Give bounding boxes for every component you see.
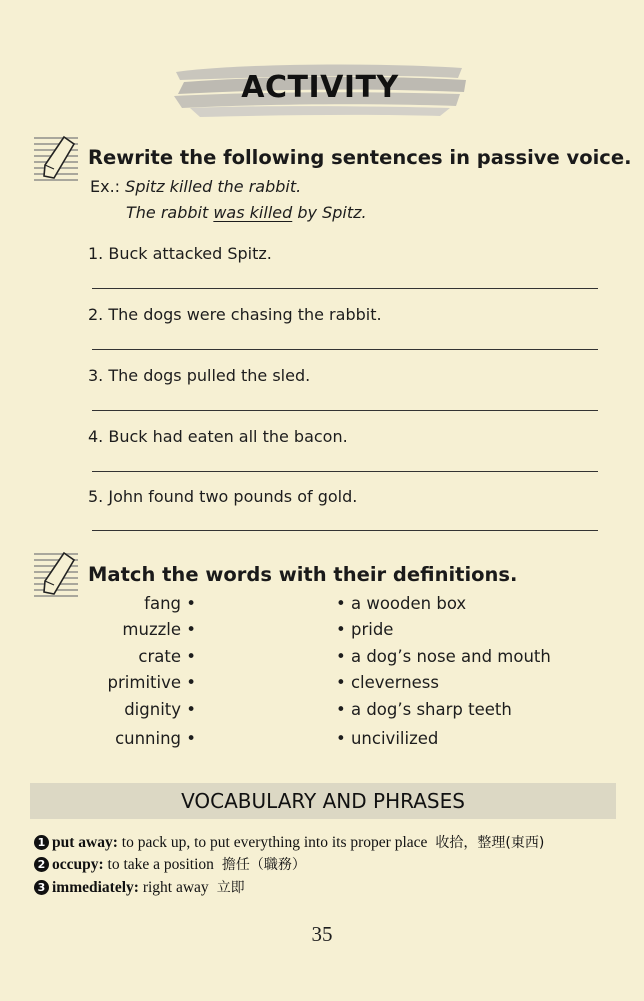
answer-line-3[interactable]: [92, 410, 598, 411]
vocab-chinese: 擔任（職務）: [221, 857, 306, 873]
example-label: Ex.:: [90, 177, 121, 196]
vocab-term: immediately:: [52, 879, 139, 896]
example-passive-verb: was killed: [213, 203, 293, 222]
vocab-term: put away:: [52, 834, 118, 851]
question-1: 1. Buck attacked Spitz.: [88, 244, 272, 263]
match-word[interactable]: dignity •: [124, 700, 196, 719]
answer-line-2[interactable]: [92, 349, 598, 350]
example-active-sentence: Spitz killed the rabbit.: [125, 177, 302, 196]
vocab-title: VOCABULARY AND PHRASES: [181, 789, 465, 813]
answer-line-4[interactable]: [92, 471, 598, 472]
match-word[interactable]: muzzle •: [122, 620, 196, 639]
pencil-icon: [34, 134, 78, 182]
vocab-item: [34, 854, 306, 874]
question-5: 5. John found two pounds of gold.: [88, 487, 358, 506]
answer-line-1[interactable]: [92, 288, 598, 289]
pencil-icon: [34, 550, 78, 598]
question-2: 2. The dogs were chasing the rabbit.: [88, 305, 382, 324]
example-passive-start: The rabbit: [126, 203, 214, 222]
question-3: 3. The dogs pulled the sled.: [88, 366, 311, 385]
vocab-header-bar: [30, 783, 616, 819]
vocab-definition: to pack up, to put everything into its proper place: [117, 834, 428, 851]
match-definition[interactable]: • a wooden box: [336, 594, 467, 613]
number-badge: 1: [34, 835, 49, 850]
example-passive: [126, 203, 367, 222]
vocab-item: [34, 877, 245, 897]
vocab-chinese: 收拾，整理(東西): [435, 835, 545, 851]
match-definition[interactable]: • cleverness: [336, 673, 439, 692]
match-definition[interactable]: • a dog’s nose and mouth: [336, 647, 551, 666]
vocab-definition: to take a position: [103, 856, 214, 873]
match-definition[interactable]: • a dog’s sharp teeth: [336, 700, 512, 719]
vocab-item: [34, 832, 544, 852]
vocab-definition: right away: [138, 879, 209, 896]
vocab-chinese: 立即: [216, 880, 245, 896]
match-word[interactable]: fang •: [144, 594, 196, 613]
match-word[interactable]: cunning •: [115, 729, 196, 748]
match-word[interactable]: primitive •: [107, 673, 196, 692]
example-active: [90, 177, 301, 196]
question-4: 4. Buck had eaten all the bacon.: [88, 427, 348, 446]
page-title: ACTIVITY: [241, 70, 399, 105]
example-passive-end: by Spitz.: [292, 203, 367, 222]
vocab-term: occupy:: [52, 856, 104, 873]
number-badge: 2: [34, 857, 49, 872]
match-definition[interactable]: • uncivilized: [336, 729, 439, 748]
number-badge: 3: [34, 880, 49, 895]
match-word[interactable]: crate •: [138, 647, 196, 666]
section1-heading: Rewrite the following sentences in passive voice.: [88, 146, 632, 169]
answer-line-5[interactable]: [92, 530, 598, 531]
match-definition[interactable]: • pride: [336, 620, 394, 639]
page-number: 35: [311, 922, 333, 946]
section2-heading: Match the words with their definitions.: [88, 563, 518, 586]
activity-title-block: [170, 58, 470, 122]
